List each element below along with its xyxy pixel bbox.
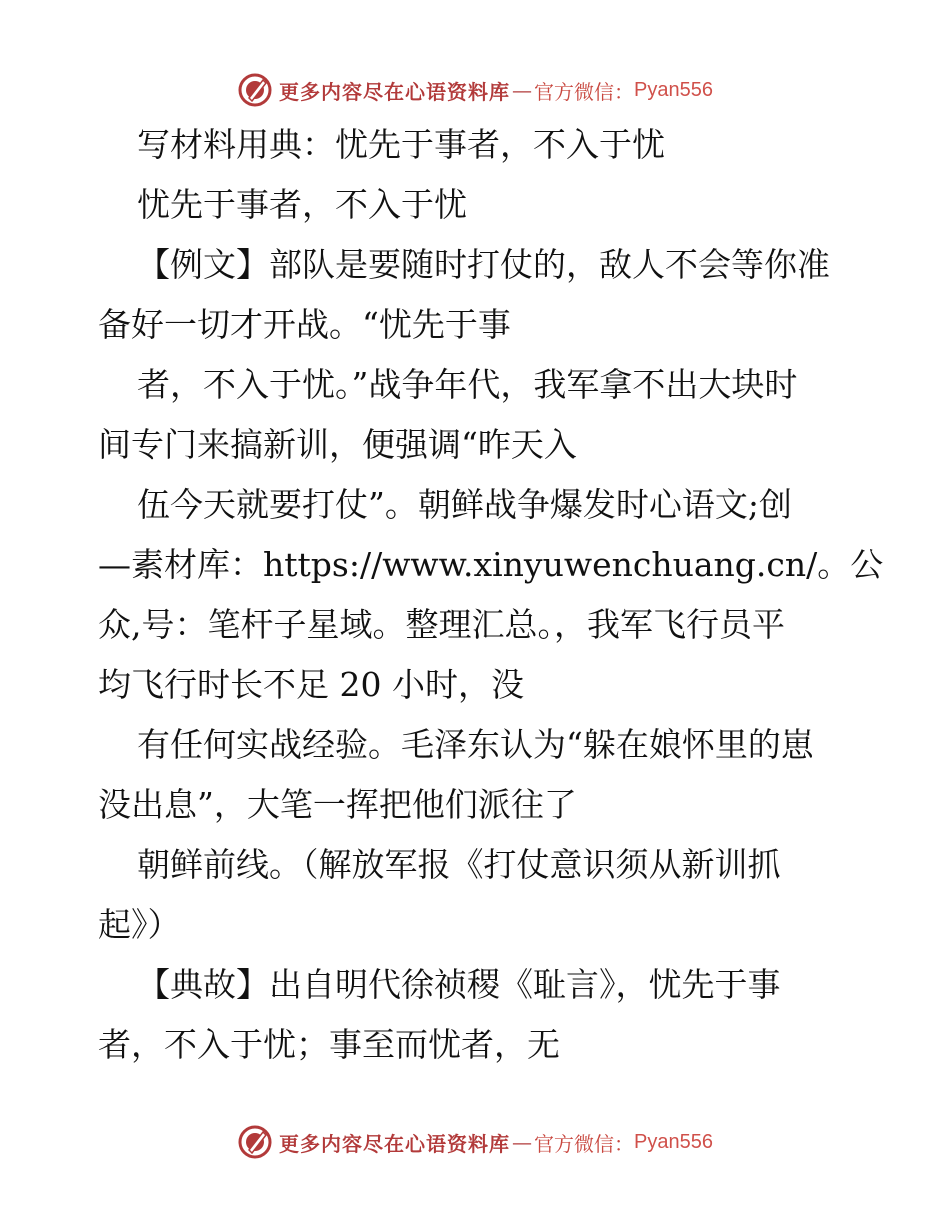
body-line: 【例文】部队是要随时打仗的，敌人不会等你准 xyxy=(137,245,830,284)
wechat-label: 官方微信： xyxy=(534,1131,635,1156)
body-line: 众,号：笔杆子星域。整理汇总。，我军飞行员平 xyxy=(98,605,785,644)
wechat-label: 官方微信： xyxy=(534,79,635,104)
body-line: 【典故】出自明代徐祯稷《耻言》，忧先于事 xyxy=(137,965,781,1004)
body-line: —素材库：https://www.xinyuwenchuang.cn/。公 xyxy=(98,545,884,584)
body-line: 没出息”，大笔一挥把他们派往了 xyxy=(98,785,577,824)
banner-title: 更多内容尽在心语资料库 xyxy=(279,1131,511,1156)
body-line: 起》） xyxy=(98,905,181,944)
body-line: 写材料用典：忧先于事者，不入于忧 xyxy=(137,125,665,164)
header-banner xyxy=(0,72,950,108)
banner-separator: — xyxy=(512,1130,533,1154)
footer-banner xyxy=(0,1124,950,1160)
banner-separator: — xyxy=(512,78,533,102)
banner-title: 更多内容尽在心语资料库 xyxy=(279,79,511,104)
body-line: 有任何实战经验。毛泽东认为“躲在娘怀里的崽 xyxy=(137,725,814,764)
body-line: 忧先于事者，不入于忧 xyxy=(137,185,467,224)
body-line: 伍今天就要打仗”。朝鲜战争爆发时心语文;创 xyxy=(137,485,792,524)
body-line: 均飞行时长不足 20 小时，没 xyxy=(98,665,524,704)
body-line: 朝鲜前线。（解放军报《打仗意识须从新训抓 xyxy=(137,845,781,884)
document-body xyxy=(0,115,950,1075)
pen-logo-icon xyxy=(237,72,273,108)
wechat-id: Pyan556 xyxy=(634,78,713,101)
body-line: 备好一切才开战。“忧先于事 xyxy=(98,305,511,344)
body-line: 者，不入于忧；事至而忧者，无 xyxy=(98,1025,560,1064)
wechat-id: Pyan556 xyxy=(634,1130,713,1153)
body-line: 者，不入于忧。”战争年代，我军拿不出大块时 xyxy=(137,365,798,404)
pen-logo-icon xyxy=(237,1124,273,1160)
body-line: 间专门来搞新训，便强调“昨天入 xyxy=(98,425,577,464)
